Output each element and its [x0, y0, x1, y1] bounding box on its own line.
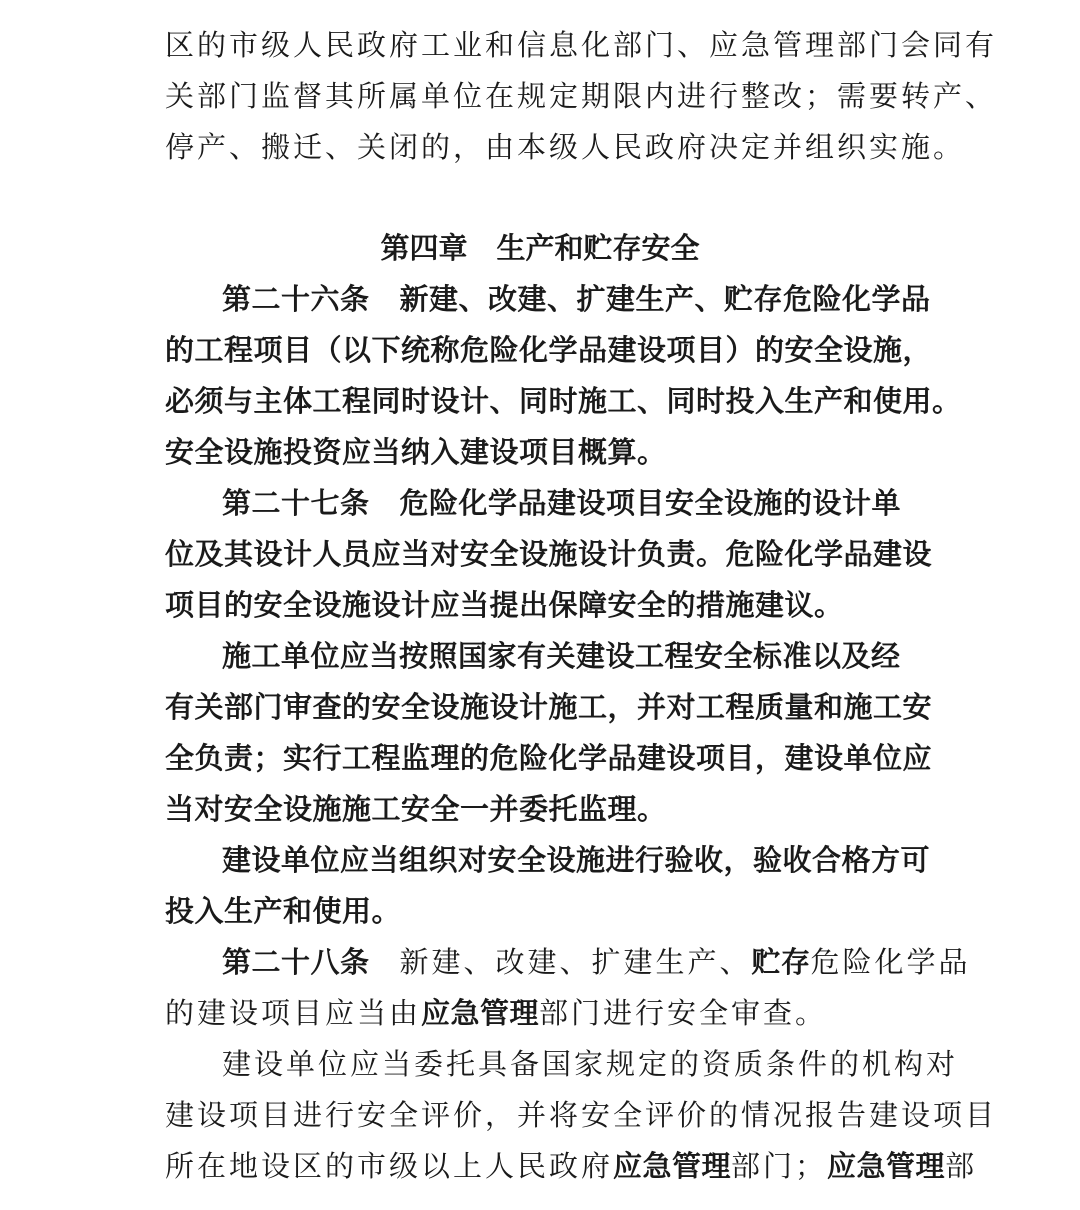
- text-line: 全负责；实行工程监理的危险化学品建设项目，建设单位应: [165, 741, 933, 775]
- article-head: 第二十六条: [222, 282, 370, 316]
- article-text-bold: 应急管理: [421, 996, 540, 1030]
- article-text-bold: 应急管理: [613, 1149, 732, 1183]
- text-line: 关部门监督其所属单位在规定期限内进行整改；需要转产、: [165, 79, 998, 113]
- article-text: 的建设项目应当由: [165, 996, 422, 1030]
- article-28-first-line: [222, 942, 982, 982]
- text-line: 建设单位应当委托具备国家规定的资质条件的机构对: [222, 1047, 959, 1081]
- text-line: [165, 993, 925, 1033]
- article-head: 第二十八条: [222, 945, 370, 979]
- text-line: 建设单位应当组织对安全设施进行验收，验收合格方可: [222, 843, 931, 877]
- article-text: 部门进行安全审查。: [539, 996, 828, 1030]
- text-line: 位及其设计人员应当对安全设施设计负责。危险化学品建设: [165, 537, 933, 571]
- chapter-title: 第四章 生产和贮存安全: [380, 231, 700, 265]
- article-text-bold: 应急管理: [827, 1149, 946, 1183]
- text-line: 区的市级人民政府工业和信息化部门、应急管理部门会同有: [165, 28, 998, 62]
- text-line: 安全设施投资应当纳入建设项目概算。: [165, 435, 667, 469]
- text-line: 投入生产和使用。: [165, 894, 402, 928]
- text-line: 当对安全设施施工安全一并委托监理。: [165, 792, 667, 826]
- article-text: 部: [945, 1149, 978, 1183]
- article-text: 危险化学品: [810, 945, 971, 979]
- article-27-first-line: [222, 483, 982, 523]
- text-line: 施工单位应当按照国家有关建设工程安全标准以及经: [222, 639, 901, 673]
- article-text-bold: 贮存: [751, 945, 811, 979]
- text-line: 的工程项目（以下统称危险化学品建设项目）的安全设施，: [165, 333, 933, 367]
- text-line: 必须与主体工程同时设计、同时施工、同时投入生产和使用。: [165, 384, 962, 418]
- text-line: [165, 1146, 978, 1186]
- article-text: 新建、改建、扩建生产、贮存危险化学品: [399, 282, 931, 316]
- text-line: 有关部门审查的安全设施设计施工，并对工程质量和施工安: [165, 690, 933, 724]
- article-text: 所在地设区的市级以上人民政府: [165, 1149, 614, 1183]
- text-line: 停产、搬迁、关闭的，由本级人民政府决定并组织实施。: [165, 130, 966, 164]
- text-line: 建设项目进行安全评价，并将安全评价的情况报告建设项目: [165, 1098, 998, 1132]
- article-text: 危险化学品建设项目安全设施的设计单: [399, 486, 902, 520]
- article-text: 新建、改建、扩建生产、: [399, 945, 752, 979]
- article-26-first-line: [222, 279, 982, 319]
- article-head: 第二十七条: [222, 486, 370, 520]
- text-line: 项目的安全设施设计应当提出保障安全的措施建议。: [165, 588, 844, 622]
- article-text: 部门；: [731, 1149, 828, 1183]
